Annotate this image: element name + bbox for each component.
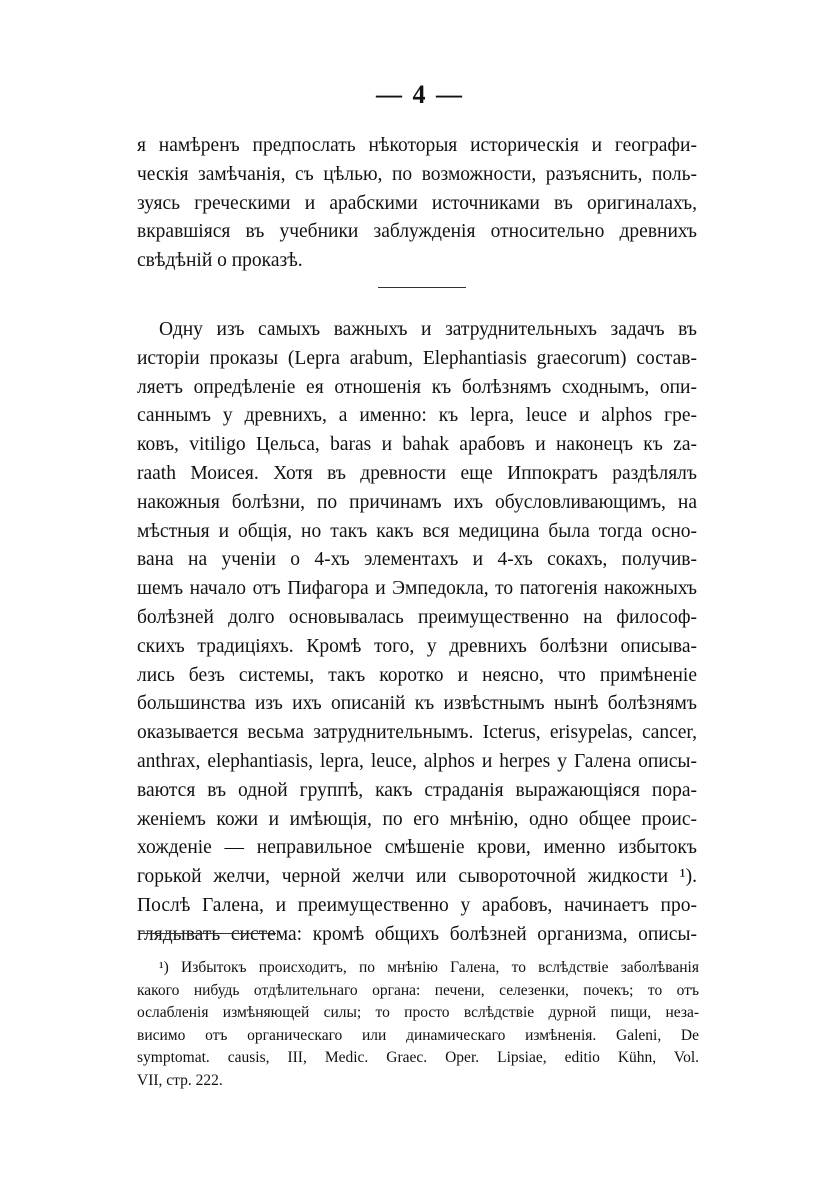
text-line: большинства изъ ихъ описаній къ извѣстнымъ нынѣ болѣзнямъ <box>137 693 697 715</box>
text-line: горькой желчи, черной желчи или сывороточной жидкости ¹). <box>137 866 697 888</box>
footnote-line: висимо отъ органическаго или динамическаго измѣненія. Galeni, De <box>137 1026 699 1044</box>
text-line: глядывать система: кромѣ общихъ болѣзней организма, описы- <box>137 923 697 945</box>
footnote <box>137 957 699 1092</box>
text-line: вана на ученіи о 4-хъ элементахъ и 4-хъ сокахъ, получив- <box>137 549 697 571</box>
section-divider <box>378 287 466 288</box>
footnote-line: VII, стр. 222. <box>137 1071 223 1089</box>
text-line: болѣзней долго основывалась преимущественно на философ- <box>137 606 697 628</box>
text-line: лись безъ системы, такъ коротко и неясно, что примѣненіе <box>137 664 697 686</box>
text-line: шемъ начало отъ Пифагора и Эмпедокла, то патогенія накожныхъ <box>137 578 697 600</box>
footnote-divider <box>140 933 276 934</box>
text-line: raath Моисея. Хотя въ древности еще Иппократъ раздѣлялъ <box>137 462 697 484</box>
text-line: хожденіе — неправильное смѣшеніе крови, именно избытокъ <box>137 837 697 859</box>
intro-paragraph <box>137 132 697 276</box>
text-line: исторіи проказы (Lepra arabum, Elephantiasis graecorum) состав- <box>137 347 697 369</box>
footnote-line: ¹) Избытокъ происходитъ, по мнѣнію Галена, то вслѣдствіе заболѣванія <box>159 959 699 976</box>
text-line: ляетъ опредѣленіе ея отношенія къ болѣзнямъ сходнымъ, опи- <box>137 376 697 398</box>
text-line: вкравшіяся въ учебники заблужденія относительно древнихъ <box>137 221 697 243</box>
text-line: оказывается весьма затруднительнымъ. Icterus, erisypelas, cancer, <box>137 722 697 744</box>
text-line: Одну изъ самыхъ важныхъ и затруднительныхъ задачъ въ <box>159 319 697 340</box>
footnote-line: symptomat. causis, III, Medic. Graec. Oper. Lipsiae, editio Kühn, Vol. <box>137 1049 699 1066</box>
text-line: anthrax, elephantiasis, lepra, leuce, alphos и herpes у Галена описы- <box>137 750 697 772</box>
text-line: саннымъ у древнихъ, а именно: къ lepra, leuce и alphos гре- <box>137 405 697 427</box>
text-line: накожныя болѣзни, по причинамъ ихъ обусловливающимъ, на <box>137 491 697 513</box>
text-line: ческія замѣчанія, съ цѣлью, по возможности, разъяснить, поль- <box>137 163 697 185</box>
text-line: мѣстныя и общія, но такъ какъ вся медицина была тогда осно- <box>137 520 697 542</box>
text-line: скихъ традиціяхъ. Кромѣ того, у древнихъ болѣзни описыва- <box>137 635 697 657</box>
footnote-line: ослабленія измѣняющей силы; то просто вслѣдствіе дурной пищи, неза- <box>137 1004 699 1021</box>
footnote-line: какого нибудь отдѣлительнаго органа: печени, селезенки, почекъ; то отъ <box>137 981 699 999</box>
main-paragraph <box>137 316 697 950</box>
text-line: ковъ, vitiligo Цельса, baras и bahak арабовъ и наконецъ къ za- <box>137 434 697 456</box>
text-line: Послѣ Галена, и преимущественно у арабовъ, начинаетъ про- <box>137 894 697 916</box>
page-number: — 4 — <box>376 80 464 109</box>
text-line: свѣдѣній о проказѣ. <box>137 250 303 272</box>
text-line: женіемъ кожи и имѣющія, по его мнѣнію, одно общее проис- <box>137 808 697 830</box>
text-line: я намѣренъ предпослать нѣкоторыя историческія и географи- <box>137 135 697 156</box>
text-line: зуясь греческими и арабскими источниками въ оригиналахъ, <box>137 192 697 214</box>
text-line: ваются въ одной группѣ, какъ страданія выражающіяся пора- <box>137 779 697 801</box>
